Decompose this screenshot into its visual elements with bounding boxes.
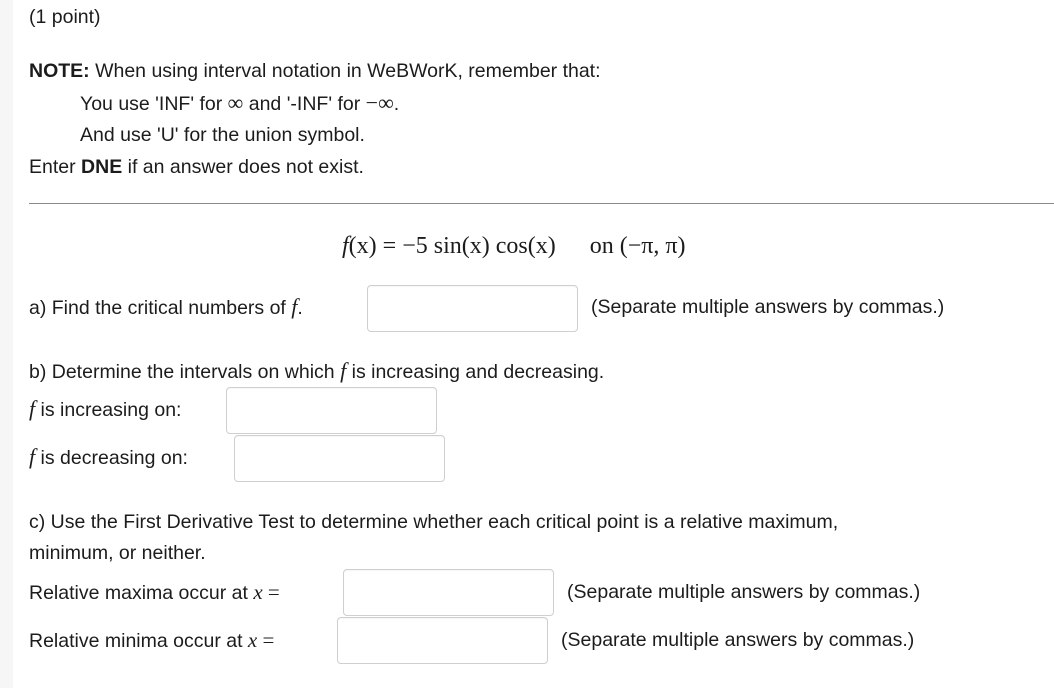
maxima-eq: = [262, 580, 280, 604]
critical-numbers-input[interactable] [367, 285, 578, 332]
increasing-input[interactable] [226, 387, 437, 434]
part-a-var: f [291, 294, 298, 319]
part-b-prompt [29, 359, 604, 384]
dne-post: if an answer does not exist. [122, 156, 364, 178]
increasing-var: f [29, 396, 36, 421]
decreasing-text: is decreasing on: [35, 447, 188, 469]
note-text: When using interval notation in WeBWorK, remember that: [89, 60, 601, 82]
minima-label [29, 628, 274, 653]
relative-minima-input[interactable] [337, 617, 548, 664]
dne-pre: Enter [29, 156, 82, 178]
minima-var: x [247, 628, 258, 652]
maxima-text: Relative maxima occur at [29, 582, 254, 604]
increasing-text: is increasing on: [35, 399, 182, 421]
minima-eq: = [257, 628, 275, 652]
decreasing-input[interactable] [234, 435, 445, 482]
dne-line [29, 155, 364, 179]
note-line [29, 59, 601, 83]
part-c-line2: minimum, or neither. [29, 542, 206, 564]
increasing-label [29, 397, 181, 422]
relative-maxima-input[interactable] [343, 569, 554, 616]
minima-text: Relative minima occur at [29, 630, 248, 652]
note-inf-mid: and '-INF' for [243, 93, 366, 115]
function-formula [342, 231, 685, 261]
note-inf-line [80, 91, 399, 116]
note-label: NOTE: [29, 60, 90, 82]
note-inf-end: . [393, 93, 400, 115]
part-b-pre: b) Determine the intervals on which [29, 361, 341, 383]
note-inf-pre: You use 'INF' for [80, 93, 228, 115]
decreasing-label [29, 445, 188, 470]
maxima-label [29, 580, 280, 605]
infinity-symbol: ∞ [227, 90, 244, 115]
part-a-prompt [29, 295, 303, 320]
formula-expression: (x) = −5 sin(x) cos(x) [348, 233, 556, 259]
part-c-line1: c) Use the First Derivative Test to determine whether each critical point is a relative maximum, [29, 511, 839, 533]
dne-bold: DNE [81, 156, 123, 178]
formula-f: f [342, 233, 349, 259]
part-a-end: . [297, 297, 303, 319]
maxima-var: x [253, 580, 263, 604]
points-label: (1 point) [29, 6, 101, 28]
decreasing-var: f [29, 444, 36, 469]
formula-domain: on (−π, π) [589, 233, 686, 259]
divider [29, 203, 1054, 204]
maxima-hint: (Separate multiple answers by commas.) [567, 581, 921, 603]
part-a-text: a) Find the critical numbers of [29, 297, 292, 319]
part-b-post: is increasing and decreasing. [346, 361, 605, 383]
note-union-line: And use 'U' for the union symbol. [80, 124, 365, 146]
left-margin-bar [0, 0, 13, 688]
minima-hint: (Separate multiple answers by commas.) [561, 629, 915, 651]
part-a-hint: (Separate multiple answers by commas.) [591, 296, 945, 318]
neg-infinity-symbol: −∞ [365, 90, 394, 115]
part-b-var: f [340, 358, 347, 383]
